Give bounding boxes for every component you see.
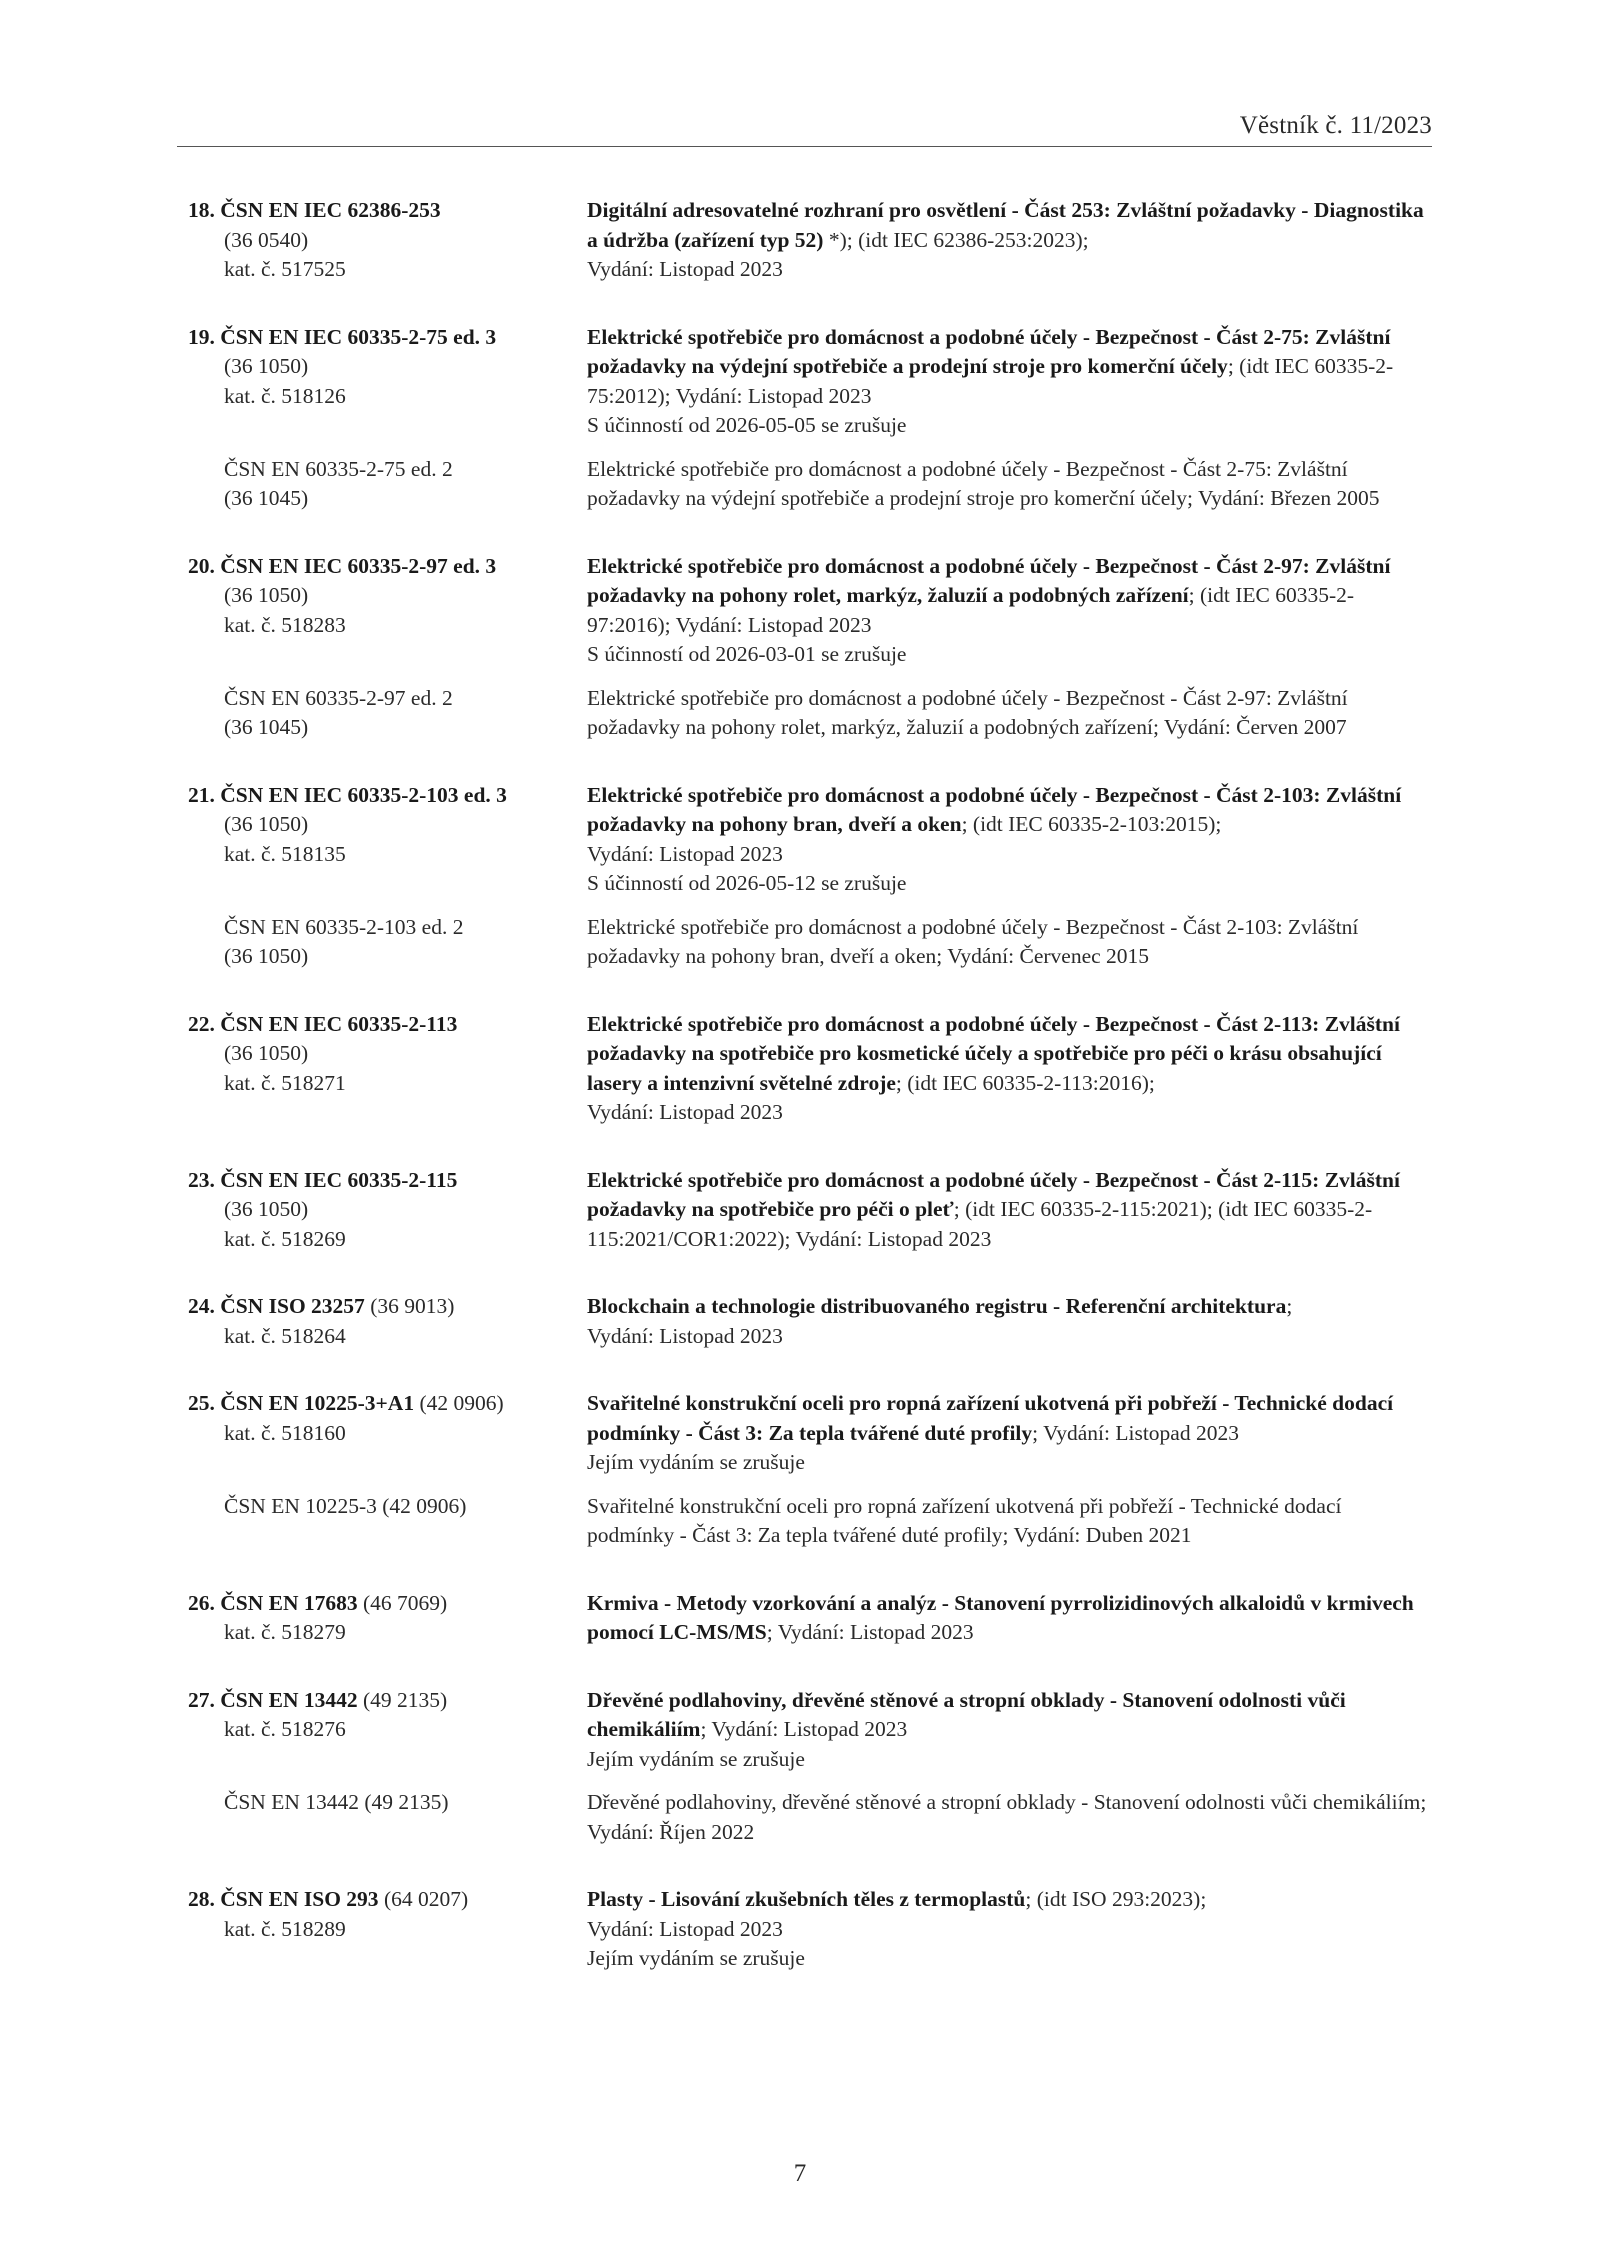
standard-description: [587, 1010, 1433, 1128]
standard-description: [587, 1389, 1433, 1478]
standard-code: ČSN EN ISO 293: [220, 1887, 379, 1911]
description-note: Vydání: Listopad 2023: [587, 1323, 783, 1348]
entry-number: 20.: [188, 553, 215, 578]
description-text: [587, 1885, 1433, 1915]
designation-line: ČSN EN 10225-3 (42 0906): [224, 1493, 467, 1518]
standard-description: [587, 455, 1433, 514]
description-text: [587, 781, 1433, 840]
standard-designation: [188, 1686, 587, 1775]
standard-entry: [188, 1010, 1433, 1128]
replaced-standard-block: [188, 1492, 1433, 1551]
designation-line: kat. č. 517525: [224, 257, 346, 281]
description-detail: ; (idt IEC 60335-2-115:2021); (idt IEC 60335-2-115:2021/COR1:2022); Vydání: Listopad 2023: [587, 1197, 1373, 1251]
designation-line: ČSN EN 60335-2-75 ed. 2: [224, 456, 453, 481]
standard-entry: [188, 552, 1433, 743]
standard-designation: [188, 1292, 587, 1351]
description-note: S účinností od 2026-05-12 se zrušuje: [587, 871, 907, 895]
standard-title: Digitální adresovatelné rozhraní pro osvětlení - Část 253: Zvláštní požadavky - Diagnostika a údržba (zařízení typ 52): [587, 198, 1424, 252]
standard-block: [188, 781, 1433, 899]
designation-line: kat. č. 518279: [224, 1620, 346, 1644]
standard-description: [587, 1292, 1433, 1351]
classification-code: (64 0207): [378, 1887, 469, 1911]
designation-line: [188, 1292, 587, 1322]
designation-line: (36 1045): [224, 486, 309, 510]
designation-line: [188, 1166, 587, 1196]
standard-code: ČSN EN IEC 60335-2-115: [220, 1167, 458, 1192]
designation-line: [188, 552, 587, 582]
classification-code: (46 7069): [357, 1590, 448, 1615]
page-header: [177, 110, 1432, 147]
designation-line: (36 1050): [224, 1197, 309, 1221]
standard-entry: [188, 196, 1433, 285]
standard-number: [188, 325, 496, 349]
description-text: [587, 1492, 1433, 1551]
standard-title: Plasty - Lisování zkušebních těles z termoplastů: [587, 1887, 1026, 1911]
description-detail: ; Vydání: Listopad 2023: [1032, 1420, 1239, 1445]
designation-line: kat. č. 518160: [224, 1420, 346, 1445]
description-detail: ;: [1286, 1294, 1293, 1318]
designation-line: kat. č. 518283: [224, 612, 346, 637]
standard-designation: [188, 1885, 587, 1974]
entry-number: 22.: [188, 1011, 215, 1036]
standard-description: [587, 1885, 1433, 1974]
standard-description: [587, 1492, 1433, 1551]
entry-number: 24.: [188, 1294, 215, 1318]
standard-code: ČSN EN 13442: [220, 1687, 358, 1712]
designation-line: kat. č. 518269: [224, 1226, 346, 1251]
standard-designation: [188, 1166, 587, 1255]
standard-block: [188, 1166, 1433, 1255]
standard-entry: [188, 323, 1433, 514]
standard-block: [188, 1885, 1433, 1974]
standard-block: [188, 1010, 1433, 1128]
description-detail: ; Vydání: Listopad 2023: [700, 1717, 908, 1741]
standard-description: [587, 781, 1433, 899]
classification-code: (49 2135): [357, 1687, 448, 1712]
designation-line: kat. č. 518289: [224, 1916, 346, 1941]
standard-block: [188, 196, 1433, 285]
standard-entry: [188, 1166, 1433, 1255]
description-detail: Elektrické spotřebiče pro domácnost a podobné účely - Bezpečnost - Část 2-75: Zvláštní požadavky na výdejní spotřebiče a prodejní stroje pro komerční účely; Vydání: Březen 2005: [587, 456, 1380, 510]
designation-line: (36 1050): [224, 812, 309, 836]
description-text: [587, 1686, 1433, 1745]
standard-designation: [188, 1589, 587, 1648]
description-detail: ; (idt IEC 60335-2-75:2012); Vydání: Listopad 2023: [587, 354, 1394, 408]
standard-designation: [188, 323, 587, 441]
standard-block: [188, 323, 1433, 441]
designation-line: kat. č. 518126: [224, 383, 346, 408]
standard-block: [188, 552, 1433, 670]
entry-number: 28.: [188, 1887, 215, 1911]
standard-code: ČSN EN 10225-3+A1: [220, 1391, 415, 1415]
replaced-standard-block: [188, 913, 1433, 972]
designation-line: [188, 1389, 587, 1419]
designation-line: kat. č. 518271: [224, 1070, 346, 1095]
publication-title: Věstník č. 11/2023: [1239, 112, 1432, 139]
standard-title: Dřevěné podlahoviny, dřevěné stěnové a stropní obklady - Stanovení odolnosti vůči chemikáliím: [587, 1687, 1346, 1741]
designation-line: kat. č. 518276: [224, 1717, 346, 1741]
standard-code: ČSN ISO 23257: [220, 1294, 365, 1318]
description-note: Vydání: Listopad 2023: [587, 257, 783, 281]
classification-code: (42 0906): [414, 1391, 504, 1415]
standard-number: [188, 1688, 358, 1712]
designation-line: (36 0540): [224, 227, 309, 252]
description-note: Vydání: Listopad 2023: [587, 1916, 783, 1941]
description-text: [587, 552, 1433, 641]
designation-line: (36 1050): [224, 354, 309, 378]
standard-description: [587, 196, 1433, 285]
description-detail: ; Vydání: Listopad 2023: [766, 1620, 974, 1644]
description-text: [587, 1589, 1433, 1648]
description-detail: ; (idt ISO 293:2023);: [1025, 1887, 1207, 1911]
description-detail: ; (idt IEC 60335-2-113:2016);: [895, 1070, 1155, 1095]
description-text: [587, 684, 1433, 743]
standard-description: [587, 1166, 1433, 1255]
standard-number: [188, 1294, 365, 1318]
designation-line: (36 1050): [224, 944, 309, 968]
description-detail: Elektrické spotřebiče pro domácnost a podobné účely - Bezpečnost - Část 2-97: Zvláštní požadavky na pohony rolet, markýz, žaluzií a podobných zařízení; Vydání: Červen 2007: [587, 685, 1348, 739]
replaced-standard-block: [188, 455, 1433, 514]
standard-title: Elektrické spotřebiče pro domácnost a podobné účely - Bezpečnost - Část 2-97: Zvláštní požadavky na pohony rolet, markýz, žaluzií a podobných zařízení: [587, 553, 1391, 607]
description-detail: ; (idt IEC 60335-2-97:2016); Vydání: Listopad 2023: [587, 583, 1355, 637]
standard-title: Krmiva - Metody vzorkování a analýz - Stanovení pyrrolizidinových alkaloidů v krmivech pomocí LC-MS/MS: [587, 1590, 1414, 1644]
designation-line: (36 1050): [224, 583, 309, 607]
description-detail: *); (idt IEC 62386-253:2023);: [823, 227, 1089, 252]
entry-number: 18.: [188, 198, 215, 222]
standard-description: [587, 1589, 1433, 1648]
standard-entry: [188, 781, 1433, 972]
description-detail: Dřevěné podlahoviny, dřevěné stěnové a stropní obklady - Stanovení odolnosti vůči chemikáliím; Vydání: Říjen 2022: [587, 1790, 1427, 1844]
designation-line: (36 1050): [224, 1041, 309, 1065]
description-text: [587, 196, 1433, 255]
designation-line: (36 1045): [224, 715, 309, 739]
standard-description: [587, 552, 1433, 670]
designation-line: ČSN EN 60335-2-97 ed. 2: [224, 685, 453, 710]
designation-line: [188, 1589, 587, 1619]
replaced-standard-block: [188, 1788, 1433, 1847]
standard-entry: [188, 1589, 1433, 1648]
entry-number: 23.: [188, 1167, 215, 1192]
standard-code: ČSN EN IEC 60335-2-113: [220, 1011, 458, 1036]
description-note: S účinností od 2026-03-01 se zrušuje: [587, 642, 907, 666]
standard-title: Elektrické spotřebiče pro domácnost a podobné účely - Bezpečnost - Část 2-75: Zvláštní požadavky na výdejní spotřebiče a prodejní stroje pro komerční účely: [587, 324, 1391, 378]
description-note: Jejím vydáním se zrušuje: [587, 1946, 805, 1970]
standard-block: [188, 1686, 1433, 1775]
description-text: [587, 1788, 1433, 1847]
standard-designation: [188, 781, 587, 899]
standard-number: [188, 1168, 457, 1192]
standard-code: ČSN EN IEC 60335-2-75 ed. 3: [220, 324, 497, 349]
description-detail: Elektrické spotřebiče pro domácnost a podobné účely - Bezpečnost - Část 2-103: Zvláštní požadavky na pohony bran, dveří a oken; Vydání: Červenec 2015: [587, 914, 1359, 968]
standard-number: [188, 198, 441, 222]
standard-title: Elektrické spotřebiče pro domácnost a podobné účely - Bezpečnost - Část 2-113: Zvláštní požadavky na spotřebiče pro kosmetické účely a spotřebiče pro péči o krásu obsahující lasery a intenzivní světelné zdroje: [587, 1011, 1400, 1095]
standard-code: ČSN EN IEC 60335-2-97 ed. 3: [220, 553, 497, 578]
entry-number: 21.: [188, 782, 215, 807]
standard-designation: [188, 1010, 587, 1128]
standard-number: [188, 1887, 379, 1911]
page-number: 7: [793, 2160, 807, 2187]
standard-code: ČSN EN IEC 60335-2-103 ed. 3: [220, 782, 507, 807]
standard-number: [188, 1391, 414, 1415]
entry-number: 25.: [188, 1391, 215, 1415]
standard-description: [587, 1788, 1433, 1847]
designation-line: kat. č. 518264: [224, 1323, 346, 1348]
standard-title: Blockchain a technologie distribuovaného registru - Referenční architektura: [587, 1294, 1287, 1318]
standard-number: [188, 1012, 457, 1036]
standard-entry: [188, 1885, 1433, 1974]
description-text: [587, 455, 1433, 514]
replaced-standard-block: [188, 684, 1433, 743]
entry-number: 27.: [188, 1687, 215, 1712]
description-text: [587, 1010, 1433, 1099]
standard-designation: [188, 1492, 587, 1551]
designation-line: ČSN EN 60335-2-103 ed. 2: [224, 914, 464, 939]
standard-designation: [188, 684, 587, 743]
description-text: [587, 1292, 1433, 1322]
standard-block: [188, 1589, 1433, 1648]
standard-designation: [188, 552, 587, 670]
designation-line: [188, 1686, 587, 1716]
standard-title: Elektrické spotřebiče pro domácnost a podobné účely - Bezpečnost - Část 2-115: Zvláštní požadavky na spotřebiče pro péči o pleť: [587, 1167, 1400, 1221]
designation-line: [188, 323, 587, 353]
description-text: [587, 323, 1433, 412]
standard-entry: [188, 1686, 1433, 1848]
standard-designation: [188, 913, 587, 972]
entry-number: 19.: [188, 324, 215, 349]
standard-title: Svařitelné konstrukční oceli pro ropná zařízení ukotvená při pobřeží - Technické dodací podmínky - Část 3: Za tepla tvářené duté profily: [587, 1391, 1394, 1445]
standard-description: [587, 913, 1433, 972]
standard-entry: [188, 1389, 1433, 1551]
description-note: S účinností od 2026-05-05 se zrušuje: [587, 413, 907, 437]
designation-line: [188, 1010, 587, 1040]
description-note: Jejím vydáním se zrušuje: [587, 1746, 805, 1771]
designation-line: kat. č. 518135: [224, 841, 346, 866]
standard-designation: [188, 1389, 587, 1478]
standard-description: [587, 1686, 1433, 1775]
standard-designation: [188, 455, 587, 514]
standard-code: ČSN EN 17683: [220, 1590, 358, 1615]
description-text: [587, 1389, 1433, 1448]
description-detail: ; (idt IEC 60335-2-103:2015);: [961, 812, 1222, 836]
description-detail: Svařitelné konstrukční oceli pro ropná zařízení ukotvená při pobřeží - Technické dodací podmínky - Část 3: Za tepla tvářené duté profily; Vydání: Duben 2021: [587, 1493, 1342, 1547]
standard-entry: [188, 1292, 1433, 1351]
description-text: [587, 1166, 1433, 1255]
standard-number: [188, 554, 496, 578]
standard-description: [587, 684, 1433, 743]
description-note: Vydání: Listopad 2023: [587, 1100, 783, 1124]
standard-designation: [188, 1788, 587, 1847]
description-note: Jejím vydáním se zrušuje: [587, 1450, 805, 1474]
standard-designation: [188, 196, 587, 285]
designation-line: [188, 781, 587, 811]
description-text: [587, 913, 1433, 972]
standard-block: [188, 1389, 1433, 1478]
standard-number: [188, 1591, 358, 1615]
designation-line: ČSN EN 13442 (49 2135): [224, 1790, 449, 1814]
entry-number: 26.: [188, 1590, 215, 1615]
standard-number: [188, 783, 507, 807]
designation-line: [188, 1885, 587, 1915]
standard-description: [587, 323, 1433, 441]
standard-code: ČSN EN IEC 62386-253: [220, 198, 441, 222]
standards-list: [188, 196, 1433, 2012]
designation-line: [188, 196, 587, 226]
classification-code: (36 9013): [364, 1294, 455, 1318]
standard-title: Elektrické spotřebiče pro domácnost a podobné účely - Bezpečnost - Část 2-103: Zvláštní požadavky na pohony bran, dveří a oken: [587, 782, 1402, 836]
standard-block: [188, 1292, 1433, 1351]
description-note: Vydání: Listopad 2023: [587, 841, 783, 866]
